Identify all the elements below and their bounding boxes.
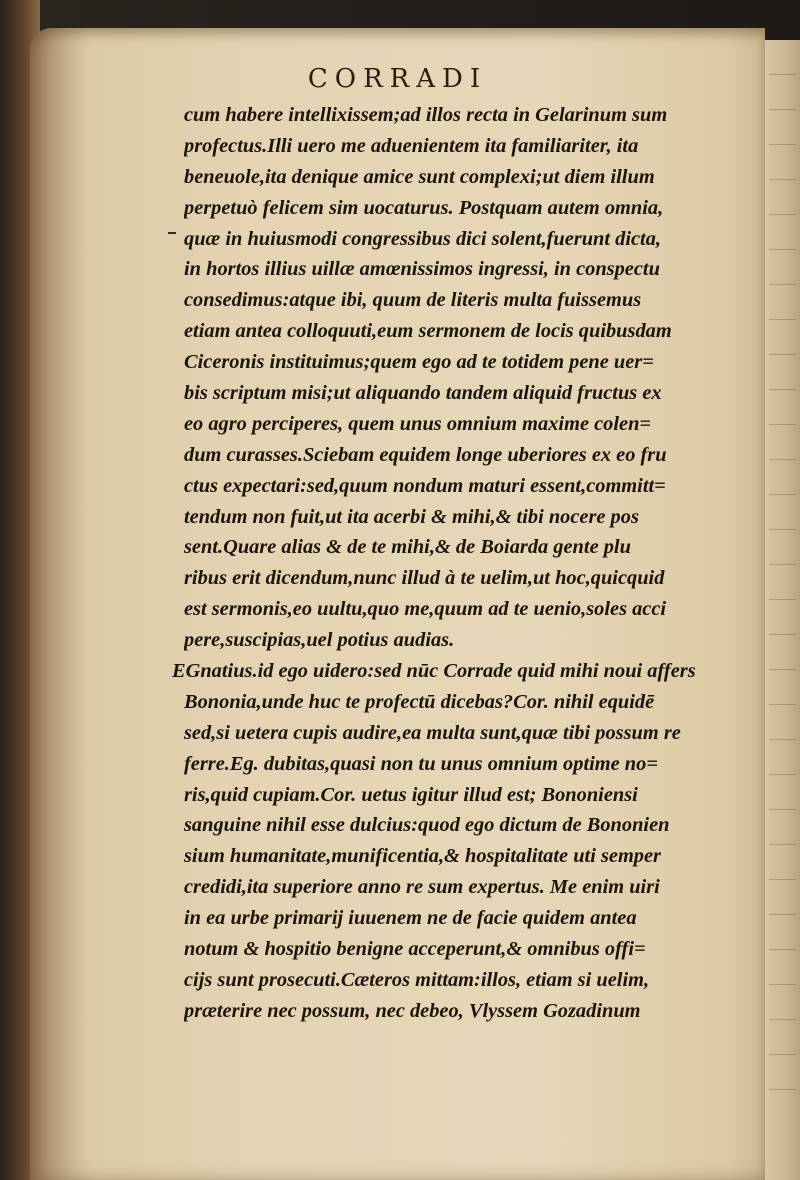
- text-line: sium humanitate,munificentia,& hospitalitate uti semper: [184, 845, 661, 868]
- text-line: ferre.Eg. dubitas,quasi non tu unus omnium optime no=: [184, 752, 658, 775]
- text-line: consedimus:atque ibi, quum de literis multa fuissemus: [184, 289, 642, 312]
- text-line: sanguine nihil esse dulcius:quod ego dictum de Bononien: [184, 814, 670, 837]
- adjacent-page-edge: [765, 40, 800, 1180]
- text-line: profectus.Illi uero me aduenientem ita familiariter, ita: [184, 134, 639, 157]
- marginal-mark: [168, 232, 176, 234]
- text-line: præterire nec possum, nec debeo, Vlyssem Gozadinum: [184, 999, 641, 1022]
- text-line: pere,suscipias,uel potius audias.: [184, 629, 455, 652]
- text-line: credidi,ita superiore anno re sum expertus. Me enim uiri: [184, 876, 660, 899]
- text-line: sent.Quare alias & de te mihi,& de Boiarda gente plu: [184, 536, 631, 559]
- text-line: in ea urbe primarij iuuenem ne de facie quidem antea: [184, 907, 637, 930]
- text-line: bis scriptum misi;ut aliquando tandem aliquid fructus ex: [184, 382, 662, 405]
- body-text: [172, 100, 724, 1027]
- text-line: Bononia,unde huc te profectū dicebas?Cor. nihil equidē: [184, 690, 655, 713]
- text-line: etiam antea colloquuti,eum sermonem de locis quibusdam: [184, 320, 672, 343]
- text-line: cijs sunt prosecuti.Cæteros mittam:illos, etiam si uelim,: [184, 968, 650, 991]
- text-line: tendum non fuit,ut ita acerbi & mihi,& tibi nocere pos: [184, 505, 639, 528]
- text-line: dum curasses.Sciebam equidem longe uberiores ex eo fru: [184, 443, 667, 466]
- text-line: in hortos illius uillæ amœnissimos ingressi, in conspectu: [184, 258, 660, 281]
- text-line: est sermonis,eo uultu,quo me,quum ad te uenio,soles acci: [184, 598, 667, 621]
- text-line: ris,quid cupiam.Cor. uetus igitur illud est; Bononiensi: [184, 783, 638, 806]
- text-line: eo agro perciperes, quem unus omnium maxime colen=: [184, 412, 652, 435]
- text-line: sed,si uetera cupis audire,ea multa sunt,quæ tibi possum re: [184, 721, 681, 744]
- running-head: CORRADI: [307, 64, 488, 94]
- text-line: EGnatius.id ego uidero:sed nūc Corrade quid mihi noui affers: [172, 660, 696, 683]
- text-line: ctus expectari:sed,quum nondum maturi essent,committ=: [184, 474, 666, 497]
- text-line: cum habere intellixissem;ad illos recta in Gelarinum sum: [184, 104, 668, 126]
- text-line: Ciceronis instituimus;quem ego ad te totidem pene uer=: [184, 351, 654, 374]
- text-line: perpetuò felicem sim uocaturus. Postquam autem omnia,: [184, 196, 664, 219]
- text-line: ribus erit dicendum,nunc illud à te uelim,ut hoc,quicquid: [184, 567, 665, 590]
- text-line: beneuole,ita denique amice sunt complexi;ut diem illum: [184, 165, 655, 188]
- text-line: quæ in huiusmodi congressibus dici solent,fuerunt dicta,: [184, 227, 662, 250]
- text-line: notum & hospitio benigne acceperunt,& omnibus offi=: [184, 938, 646, 961]
- page-edge-stain: [30, 28, 90, 1180]
